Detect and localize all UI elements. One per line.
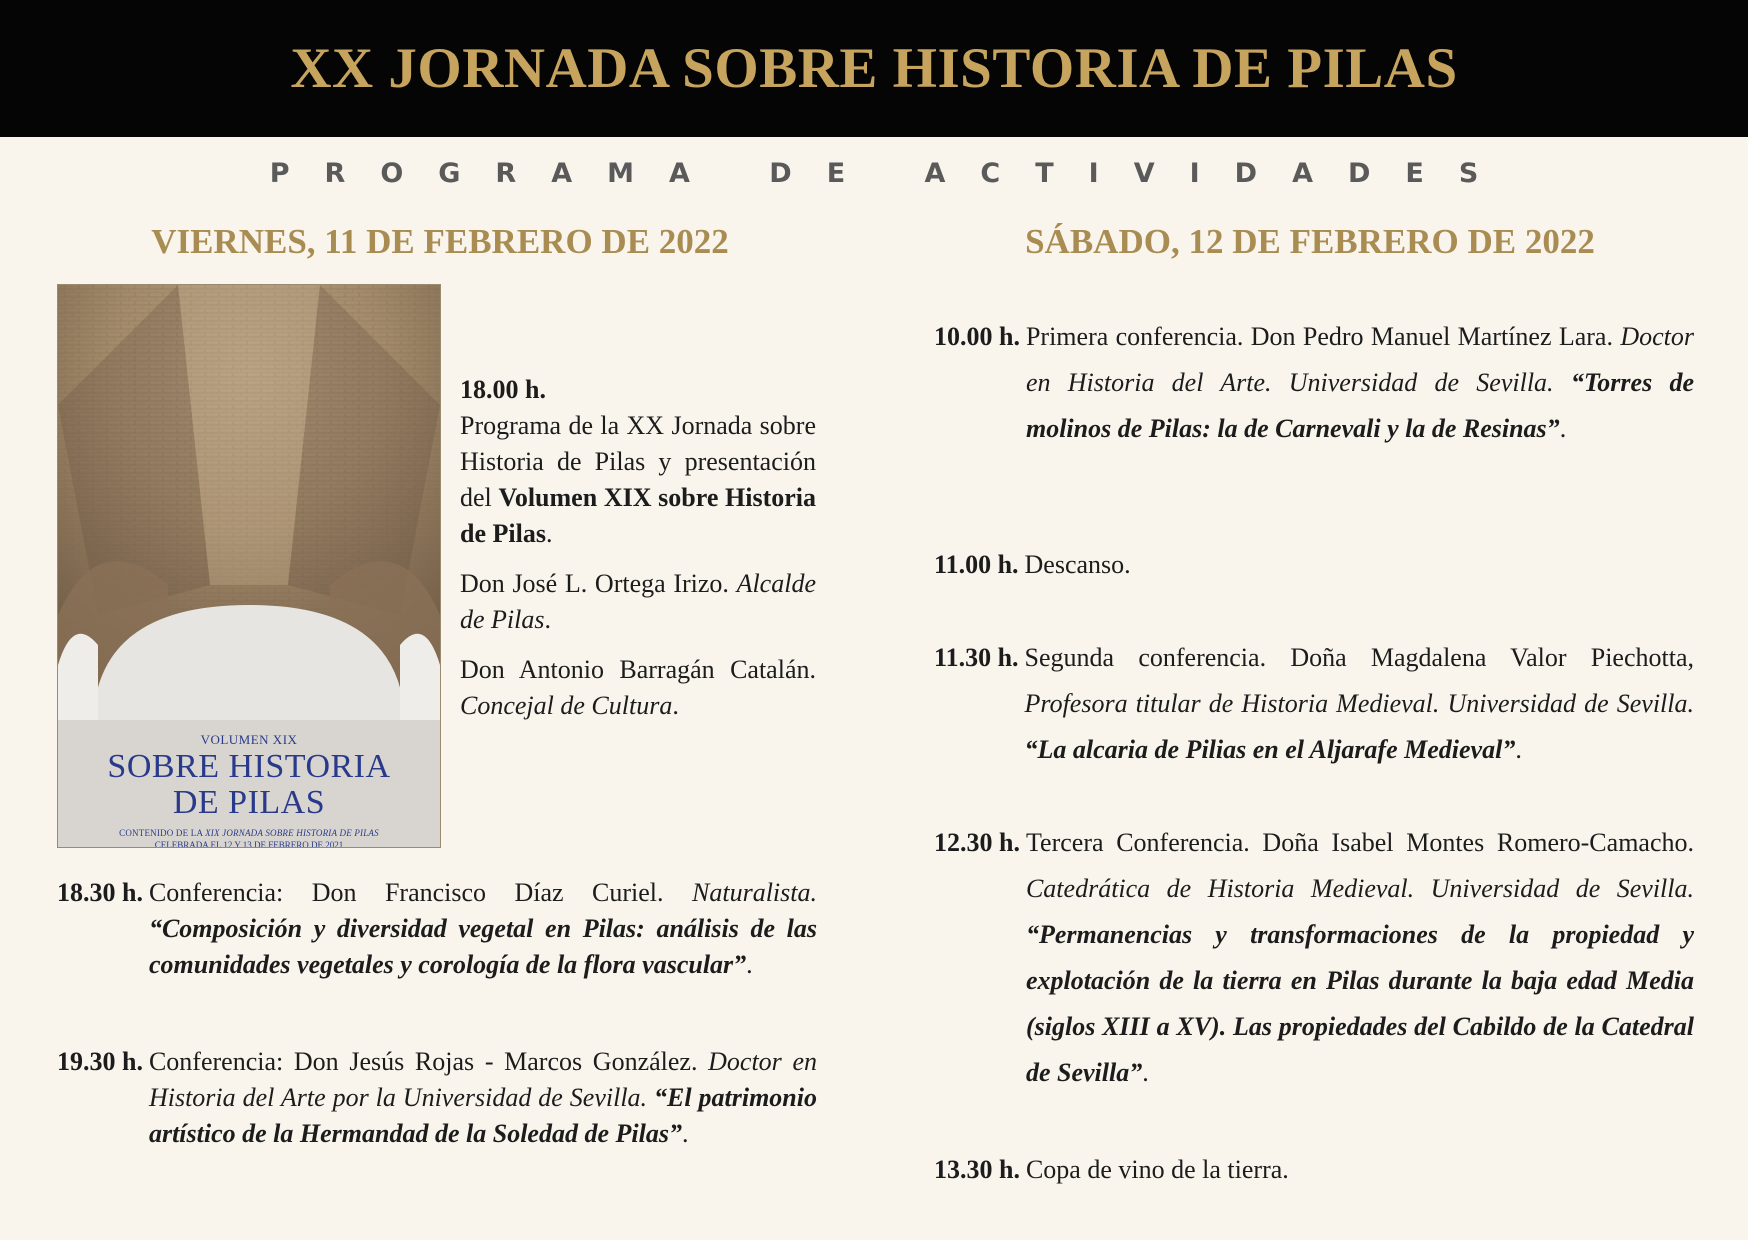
- saturday-item-1: [934, 314, 1694, 452]
- speaker-1: [460, 566, 816, 638]
- item-title: “La alcaria de Pilias en el Aljarafe Medieval”: [1024, 735, 1516, 764]
- saturday-item-3: [934, 635, 1694, 773]
- item-role: Profesora titular de Historia Medieval. Universidad de Sevilla.: [1024, 689, 1694, 718]
- speaker-2: [460, 652, 816, 724]
- friday-heading: VIERNES, 11 DE FEBRERO DE 2022: [151, 222, 729, 261]
- speaker-2-role: Concejal de Cultura: [460, 691, 673, 720]
- friday-opening: [460, 372, 816, 724]
- item-time: 10.00 h.: [934, 322, 1020, 351]
- talk-title: “El patrimonio artístico de la Hermandad de la Soledad de Pilas”: [148, 1083, 817, 1148]
- cover-sub-prefix: CONTENIDO DE LA: [119, 828, 206, 838]
- friday-talk-2: [57, 1044, 817, 1152]
- saturday-item-4: [934, 820, 1694, 1096]
- item-role: Catedrática de Historia Medieval. Universidad de Sevilla.: [1025, 874, 1694, 903]
- cover-volume: VOLUMEN XIX: [200, 732, 298, 747]
- item-end: .: [1515, 735, 1522, 764]
- item-time: 12.30 h.: [934, 828, 1020, 857]
- item-title: “Torres de molinos de Pilas: la de Carnevali y la de Resinas”: [1025, 368, 1694, 443]
- item-title: “Permanencias y transformaciones de la propiedad y explotación de la tierra en Pilas durante la baja edad Media (siglos XIII a XV). Las propiedades del Cabildo de la Catedral de Sevilla”: [1025, 920, 1694, 1087]
- opening-end: .: [545, 519, 553, 548]
- friday-talk-1: [57, 875, 817, 983]
- saturday-item-5: [934, 1147, 1694, 1193]
- item-time: 13.30 h.: [934, 1155, 1020, 1184]
- opening-text: Programa de la XX Jornada sobre Historia de Pilas y presentación del: [460, 411, 816, 512]
- header-banner: [0, 0, 1748, 137]
- item-text: [1020, 314, 1694, 452]
- cover-subtitle-2: CELEBRADA EL 12 Y 13 DE FEBRERO DE 2021: [154, 840, 344, 848]
- speaker-1-name: Don José L. Ortega Irizo.: [460, 569, 729, 598]
- talk-title: “Composición y diversidad vegetal en Pilas: análisis de las comunidades vegetales y corología de la flora vascular”: [148, 914, 817, 979]
- talk-role: Naturalista.: [692, 878, 817, 907]
- talk-end: .: [746, 950, 753, 979]
- talk-end: .: [681, 1119, 689, 1148]
- vault-photo: [58, 285, 440, 720]
- talk-role: Doctor en Historia del Arte por la Universidad de Sevilla.: [148, 1047, 817, 1112]
- speaker-2-name: Don Antonio Barragán Catalán.: [460, 655, 816, 684]
- cover-subtitle-1: [58, 828, 440, 838]
- item-role: Doctor en Historia del Arte. Universidad de Sevilla.: [1025, 322, 1694, 397]
- talk-speaker: Conferencia: Don Francisco Díaz Curiel.: [148, 878, 664, 907]
- talk-time: 19.30 h.: [57, 1047, 143, 1076]
- item-end: .: [1559, 414, 1567, 443]
- program-subtitle: PROGRAMA DE ACTIVIDADES: [269, 158, 1514, 189]
- item-speaker: Tercera Conferencia. Doña Isabel Montes Romero-Camacho.: [1025, 828, 1694, 857]
- speaker-1-role: Alcalde de Pilas: [460, 569, 816, 634]
- cover-sub-italic: XIX JORNADA SOBRE HISTORIA DE PILAS: [205, 828, 379, 838]
- talk-time: 18.30 h.: [57, 878, 143, 907]
- talk-speaker: Conferencia: Don Jesús Rojas - Marcos González.: [148, 1047, 698, 1076]
- book-cover: [57, 284, 441, 848]
- opening-time: 18.00 h.: [460, 375, 546, 404]
- item-text: [1019, 635, 1694, 773]
- talk-text: [143, 875, 817, 983]
- page-title: XX JORNADA SOBRE HISTORIA DE PILAS: [290, 37, 1458, 100]
- saturday-heading: SÁBADO, 12 DE FEBRERO DE 2022: [1025, 222, 1595, 261]
- item-text: Copa de vino de la tierra.: [1025, 1155, 1289, 1184]
- item-speaker: Segunda conferencia. Doña Magdalena Valor Piechotta,: [1024, 643, 1694, 672]
- item-time: 11.00 h.: [934, 550, 1019, 579]
- opening-description: [460, 408, 816, 552]
- item-end: .: [1142, 1058, 1149, 1087]
- item-speaker: Primera conferencia. Don Pedro Manuel Martínez Lara.: [1025, 322, 1613, 351]
- item-text: Descanso.: [1024, 550, 1131, 579]
- speaker-1-end: .: [544, 605, 551, 634]
- opening-volume: Volumen XIX sobre Historia de Pilas: [460, 483, 817, 548]
- item-text: [1020, 820, 1694, 1096]
- talk-text: [143, 1044, 817, 1152]
- speaker-2-end: .: [672, 691, 679, 720]
- saturday-item-2: [934, 542, 1694, 588]
- item-time: 11.30 h.: [934, 643, 1019, 672]
- cover-title-line2: DE PILAS: [172, 784, 326, 821]
- cover-title-line1: SOBRE HISTORIA: [107, 748, 391, 785]
- cover-title-band: [58, 720, 440, 848]
